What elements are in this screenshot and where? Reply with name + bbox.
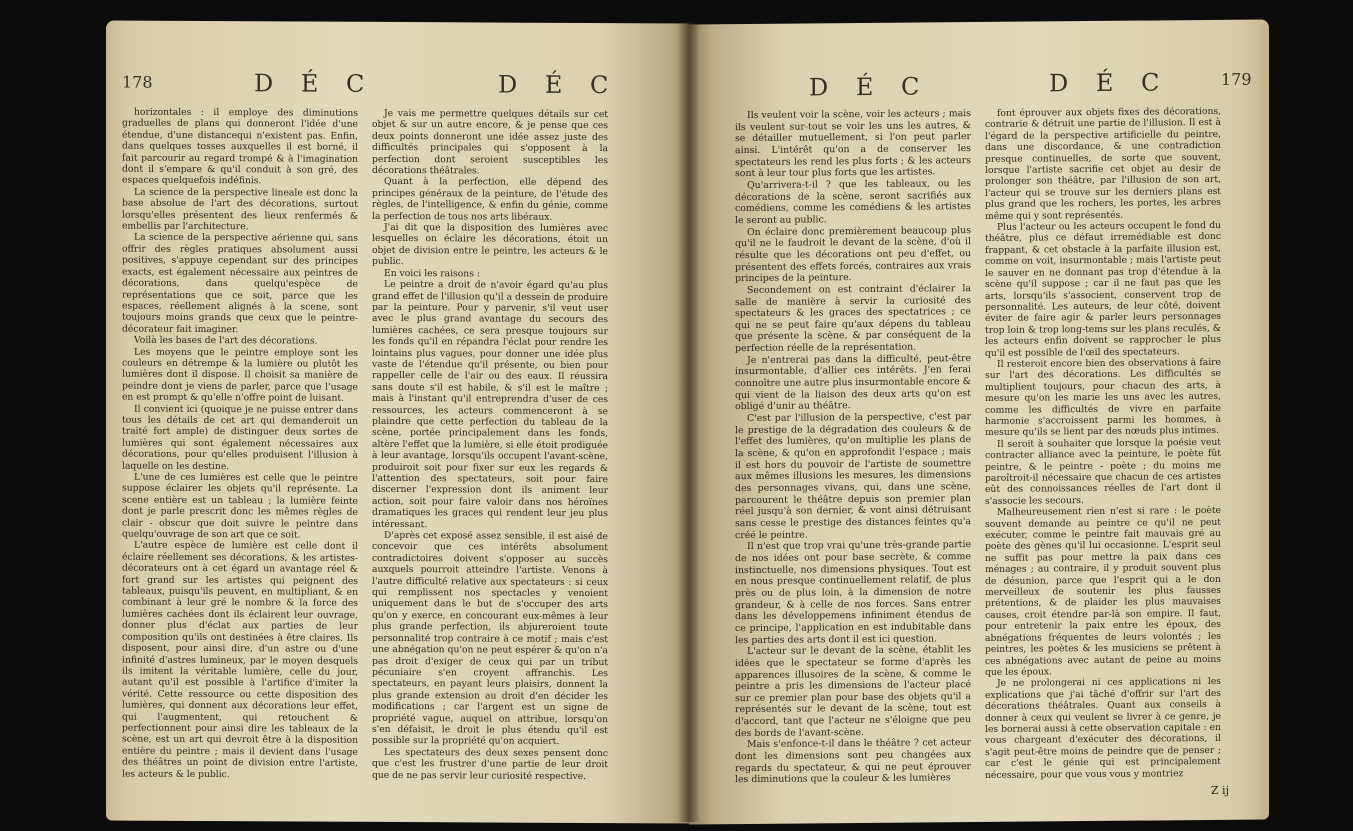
paragraph: La science de la perspective aérienne qui, sans offrir des règles pratiques absolument aussi positives, s'appuye cependant sur des principes exacts, est également nécessaire aux peintres de décorations, dans quelqu'espèce de représentations que ce soit, parce que les espaces, réellement alignés à la scene, sont toujours moins grands que ceux que le peintre-décorateur fait imaginer. — [122, 232, 358, 335]
paragraph: Je ne prolongerai ni ces applications ni les explications que j'ai tâché d'offrir sur l'art des décorations théâtrales. Quant aux conseils à donner à ceux qui veulent se livrer à ce genre, je les bornerai aussi à cette observation capitale : en vous chargeant d'exécuter des décorations, il s'agit peut-être moins de peindre que de penser ; car c'est le génie qui est principalement nécessaire, pour que vous vous y montriez — [985, 676, 1221, 781]
paragraph: L'autre espèce de lumière est celle dont il éclaire réellement ses décorations, & les artistes-décorateurs ont à cet égard un avantage réel & fort grand sur les artistes qui peignent des tableaux, puisqu'ils peuvent, en multipliant, & en combinant à leur gré le nombre & la force des lumières cachées dont ils éclairent leur ouvrage, donner plus d'éclat aux parties de leur composition qu'ils ont destinées à être claires. Ils disposent, pour ainsi dire, d'un astre ou d'une infinité d'astres lumineux, par le moyen desquels ils imitent la véritable lumière, celle du jour, autant qu'il est possible à l'artifice d'imiter la vérité. Cette ressource ou cette disposition des lumières, qui donnent aux décorations leur effet, qui l'augmentent, qui retouchent & perfectionnent pour ainsi dire les tableaux de la scène, est un art qui devroit être à la disposition entière du peintre ; mais il devient dans l'usage des théâtres un point de division entre l'artiste, les acteurs & le public. — [122, 540, 358, 780]
text-column — [372, 108, 608, 782]
paragraph: Secondement on est contraint d'éclairer la salle de manière à servir la curiosité des spectateurs & les graces des spectatrices ; ce qui ne se peut faire qu'aux dépens du tableau que présente la scène, & par conséquent de la perfection réelle de la représentation. — [735, 282, 971, 355]
paragraph: font éprouver aux objets fixes des décorations, contrarie & détruit une partie de l'illusion. Il est à l'égard de la perspective artificielle du peintre, dans une discordance, & une contradiction presque continuelles, de sorte que souvent, lorsque l'artiste sacrifie cet objet au desir de prolonger son théâtre, par l'illusion de son art, l'acteur qui se trouve sur les derniers plans est plus grand que les rochers, les portes, les arbres même qui y sont représentés. — [985, 105, 1221, 222]
running-head: D É C — [498, 70, 619, 100]
paragraph: Mais s'enfonce-t-il dans le théâtre ? cet acteur dont les dimensions sont peu changées aux regards du spectateur, & qui ne peut éprouver les diminutions que la couleur & les lumières — [735, 737, 971, 786]
page-number: 179 — [1221, 69, 1252, 89]
page-number: 178 — [122, 72, 153, 92]
running-head: D É C — [254, 69, 375, 98]
paragraph: On éclaire donc premièrement beaucoup plus qu'il ne le faudroit le devant de la scène, d'où il résulte que les décorations ont peu d'effet, ou présentent des effets forcés, contraires aux vrais principes de la peinture. — [735, 224, 971, 285]
paragraph: J'ai dit que la disposition des lumières avec lesquelles on éclaire les décorations, étoit un objet de division entre le peintre, les acteurs & le public. — [372, 221, 608, 268]
paragraph: Il seroit à souhaiter que lorsque la poésie veut contracter alliance avec la peinture, le poète fût peintre, & le peintre - poète ; du moins me paroîtroit-il nécessaire que chacun de ces artistes eût des connoissances réelles de l'art dont il s'associe les secours. — [985, 436, 1221, 507]
paragraph: Plus l'acteur ou les acteurs occupent le fond du théâtre, plus ce défaut irremédiable est donc frappant, & cet obstacle à la parfaite illusion est, comme on voit, insurmontable ; mais l'artiste peut le sauver en ne donnant pas trop d'étendue à la scène qu'il suppose ; car il ne faut pas que les arts, lorsqu'ils s'associent, conservent trop de personnalité. Les auteurs, de leur côté, doivent éviter de faire agir & parler leurs personnages trop loin & trop long-tems sur les plans reculés, & les acteurs enfin doivent se rapprocher le plus qu'il est possible de l'œil des spectateurs. — [985, 219, 1221, 359]
running-head: D É C — [809, 72, 930, 102]
paragraph: L'acteur sur le devant de la scène, établit les idées que le spectateur se forme d'après les apparences illusoires de la scène, & comme le peintre a pris les dimensions de l'acteur placé sur ce premier plan pour base des objets qu'il a représentés sur le devant de la scène, tout est d'accord, tant que l'acteur ne s'éloigne que peu des bords de l'avant-scène. — [735, 644, 971, 739]
paragraph: Il convient ici (quoique je ne puisse entrer dans tous les détails de cet art qui demanderoit un traité fort ample) de distinguer deux sortes de lumières qui sont également nécessaires aux décorations, pour qu'elles produisent l'illusion à laquelle on les destine. — [122, 403, 358, 472]
paragraph: Les spectateurs des deux sexes pensent donc que c'est les frustrer d'une partie de leur droit que de ne pas servir leur curiosité respective. — [372, 746, 608, 782]
paragraph: Voilà les bases de l'art des décorations. — [134, 334, 318, 347]
signature-mark: Z ij — [1210, 783, 1229, 797]
paragraph: L'une de ces lumières est celle que le peintre suppose éclairer les objets qu'il représente. La scene entière est un tableau ; la lumière feinte dont je parle prescrit donc les mêmes règles de clair - obscur que doit suivre le peintre dans quelqu'ouvrage de son art que ce soit. — [122, 471, 358, 541]
paragraph: Il resteroit encore bien des observations à faire sur l'art des décorations. Les difficultés se multiplient toujours, pour chacun des arts, à mesure qu'on les marie les uns avec les autres, comme les difficultés de vivre en parfaite harmonie s'accroissent parmi les hommes, à mesure qu'ils se lient par des nœuds plus intimes. — [985, 356, 1221, 439]
paragraph: Il n'est que trop vrai qu'une très-grande partie de nos idées ont pour base secrète, & comme instinctuelle, nos dimensions physiques. Tout est en nous presque continuellement relatif, de plus près ou de plus loin, à la dimension de notre grandeur, & à celle de nos forces. Sans entrer dans les développemens infiniment étendus de ce principe, l'application en est indubitable dans les parties des arts dont il est ici question. — [735, 539, 971, 646]
paragraph: Quant à la perfection, elle dépend des principes généraux de la peinture, de l'étude des règles, de l'intelligence, & enfin du génie, comme la perfection de tous nos arts libéraux. — [372, 176, 608, 223]
paragraph: Je vais me permettre quelques détails sur cet objet & sur un autre encore, & je pense que ces deux points donneront une idée assez juste des difficultés principales qui s'opposent à la perfection dont seroient susceptibles les décorations théâtrales. — [372, 107, 608, 177]
paragraph: Je n'entrerai pas dans la difficulté, peut-être insurmontable, d'allier ces intérêts. J'en ferai connoître une autre plus insurmontable encore & qui vient de la liaison des deux arts qu'on est obligé d'unir au théâtre. — [735, 352, 971, 413]
paragraph: Ils veulent voir la scène, voir les acteurs ; mais ils veulent sur-tout se voir les uns les autres, & se détailler mutuellement, si l'on peut parler ainsi. L'intérêt qu'on a de conserver les spectateurs les rend les plus forts ; & les acteurs sont à leur tour plus forts que les artistes. — [735, 108, 971, 180]
paragraph: D'après cet exposé assez sensible, il est aisé de concevoir que ces intérêts absolument contradictoires doivent s'opposer au succès auxquels pourroit atteindre l'artiste. Venons à l'autre difficulté relative aux spectateurs : si ceux qui remplissent nos spectacles y venoient uniquement dans le but de s'occuper des arts qu'on y exerce, en concourant eux-mêmes à leur plus grande perfection, ils abjureroient toute personnalité trop contraire à ce motif ; mais c'est une abnégation qu'on ne peut espérer & qu'on n'a pas droit d'exiger de ceux qui par un tribut pécuniaire s'en croyent affranchis. Les spectateurs, en payant leurs plaisirs, donnent la plus grande extension au droit d'en décider les modifications ; car l'argent est un signe de propriété vague, auquel on attribue, lorsqu'on s'en défaisit, le droit le plus étendu qu'il est possible sur la propriété qu'on acquiert. — [372, 529, 608, 748]
paragraph: La science de la perspective lineale est donc la base absolue de l'art des décorations, surtout lorsqu'elles présentent des lieux renfermés & embellis par l'architecture. — [122, 186, 358, 233]
paragraph: Malheureusement rien n'est si rare : le poète souvent demande au peintre ce qu'il ne peut exécuter, comme le peintre fait mauvais gré au poète des gènes qu'il lui occasionne. L'esprit seul ne suffit pas pour mettre la paix dans ces ménages ; au contraire, il y produit souvent plus de désunion, parce que l'esprit qui a le don merveilleux de soutenir les plus fausses prétentions, & de plaider les plus mauvaises causes, croit étendre par-là son empire. Il faut, pour entretenir la paix entre les époux, des abnégations fréquentes de leurs volontés ; les peintres, les poètes & les musiciens se prêtent à ces abnégations avec autant de peine au moins que les époux. — [985, 505, 1221, 678]
open-book — [106, 22, 1266, 822]
paragraph: Qu'arrivera-t-il ? que les tableaux, ou les décorations de la scène, seront sacrifiés aux comédiens, comme les comédiens & les artistes le seront au public. — [735, 178, 971, 227]
left-page — [106, 20, 689, 823]
paragraph: Le peintre a droit de n'avoir égard qu'au plus grand effet de l'illusion qu'il a dessein de produire par la peinture. Pour y parvenir, s'il veut user avec le plus grand avantage du secours des lumières cachées, ce sera presque toujours sur les fonds qu'il en répandra l'éclat pour rendre les lointains plus vagues, pour donner une idée plus vaste de l'étendue qu'il présente, ou bien pour rappeller celle de l'air ou des eaux. Il réussira sans doute s'il est habile, & s'il est le maître ; mais à l'instant qu'il entreprendra d'user de ces ressources, les acteurs commenceront à se plaindre que cette perfection du tableau de la scène, portée principalement dans les fonds, altère l'effet que la lumière, si elle étoit prodiguée à leur avantage, lorsqu'ils occupent l'avant-scène, produiroit soit pour fixer sur eux les regards & l'attention des spectateurs, soit pour faire discerner l'expression dont ils animent leur action, soit pour faire valoir dans nos héroïnes dramatiques les graces qui rendent leur jeu plus intéressant. — [372, 279, 608, 530]
paragraph: Les moyens que le peintre employe sont les couleurs en détrempe & la lumière ou plutôt les lumières dont il dispose. Il choisit sa manière de peindre dont je viens de parler, parce que l'usage en est prompt & qu'elle n'offre point de luisant. — [122, 346, 358, 404]
left-page-header — [106, 68, 689, 100]
text-column — [122, 107, 358, 781]
text-column — [985, 106, 1221, 781]
paragraph: En voici les raisons : — [384, 267, 480, 280]
text-column — [735, 108, 971, 786]
paragraph: C'est par l'illusion de la perspective, c'est par le prestige de la dégradation des couleurs & de l'effet des lumières, qu'on multiplie les plans de la scène, & qu'on en approfondit l'espace ; mais il est hors du pouvoir de l'artiste de soumettre aux mêmes illusions les mesures, les dimensions des personnages vivans, qui, dans une scène, parcourent le théâtre depuis son premier plan réel jusqu'à son dernier, & vont ainsi détruisant sans cesse le prestige des distances feintes qu'a créé le peintre. — [735, 411, 971, 541]
paragraph: horizontales : il employe des diminutions graduelles de plans qui donneront l'idée d'une étendue, d'une distancequi n'existent pas. Enfin, dans quelques tosses auxquelles il est borné, il fait parcourir au regard trompé & à l'imagination dont il s'empare & qu'il conduit à son gré, des espaces quelquefois indéfinis. — [122, 106, 358, 187]
right-page-header — [689, 67, 1269, 102]
right-page — [689, 19, 1269, 824]
running-head: D É C — [1049, 68, 1170, 98]
